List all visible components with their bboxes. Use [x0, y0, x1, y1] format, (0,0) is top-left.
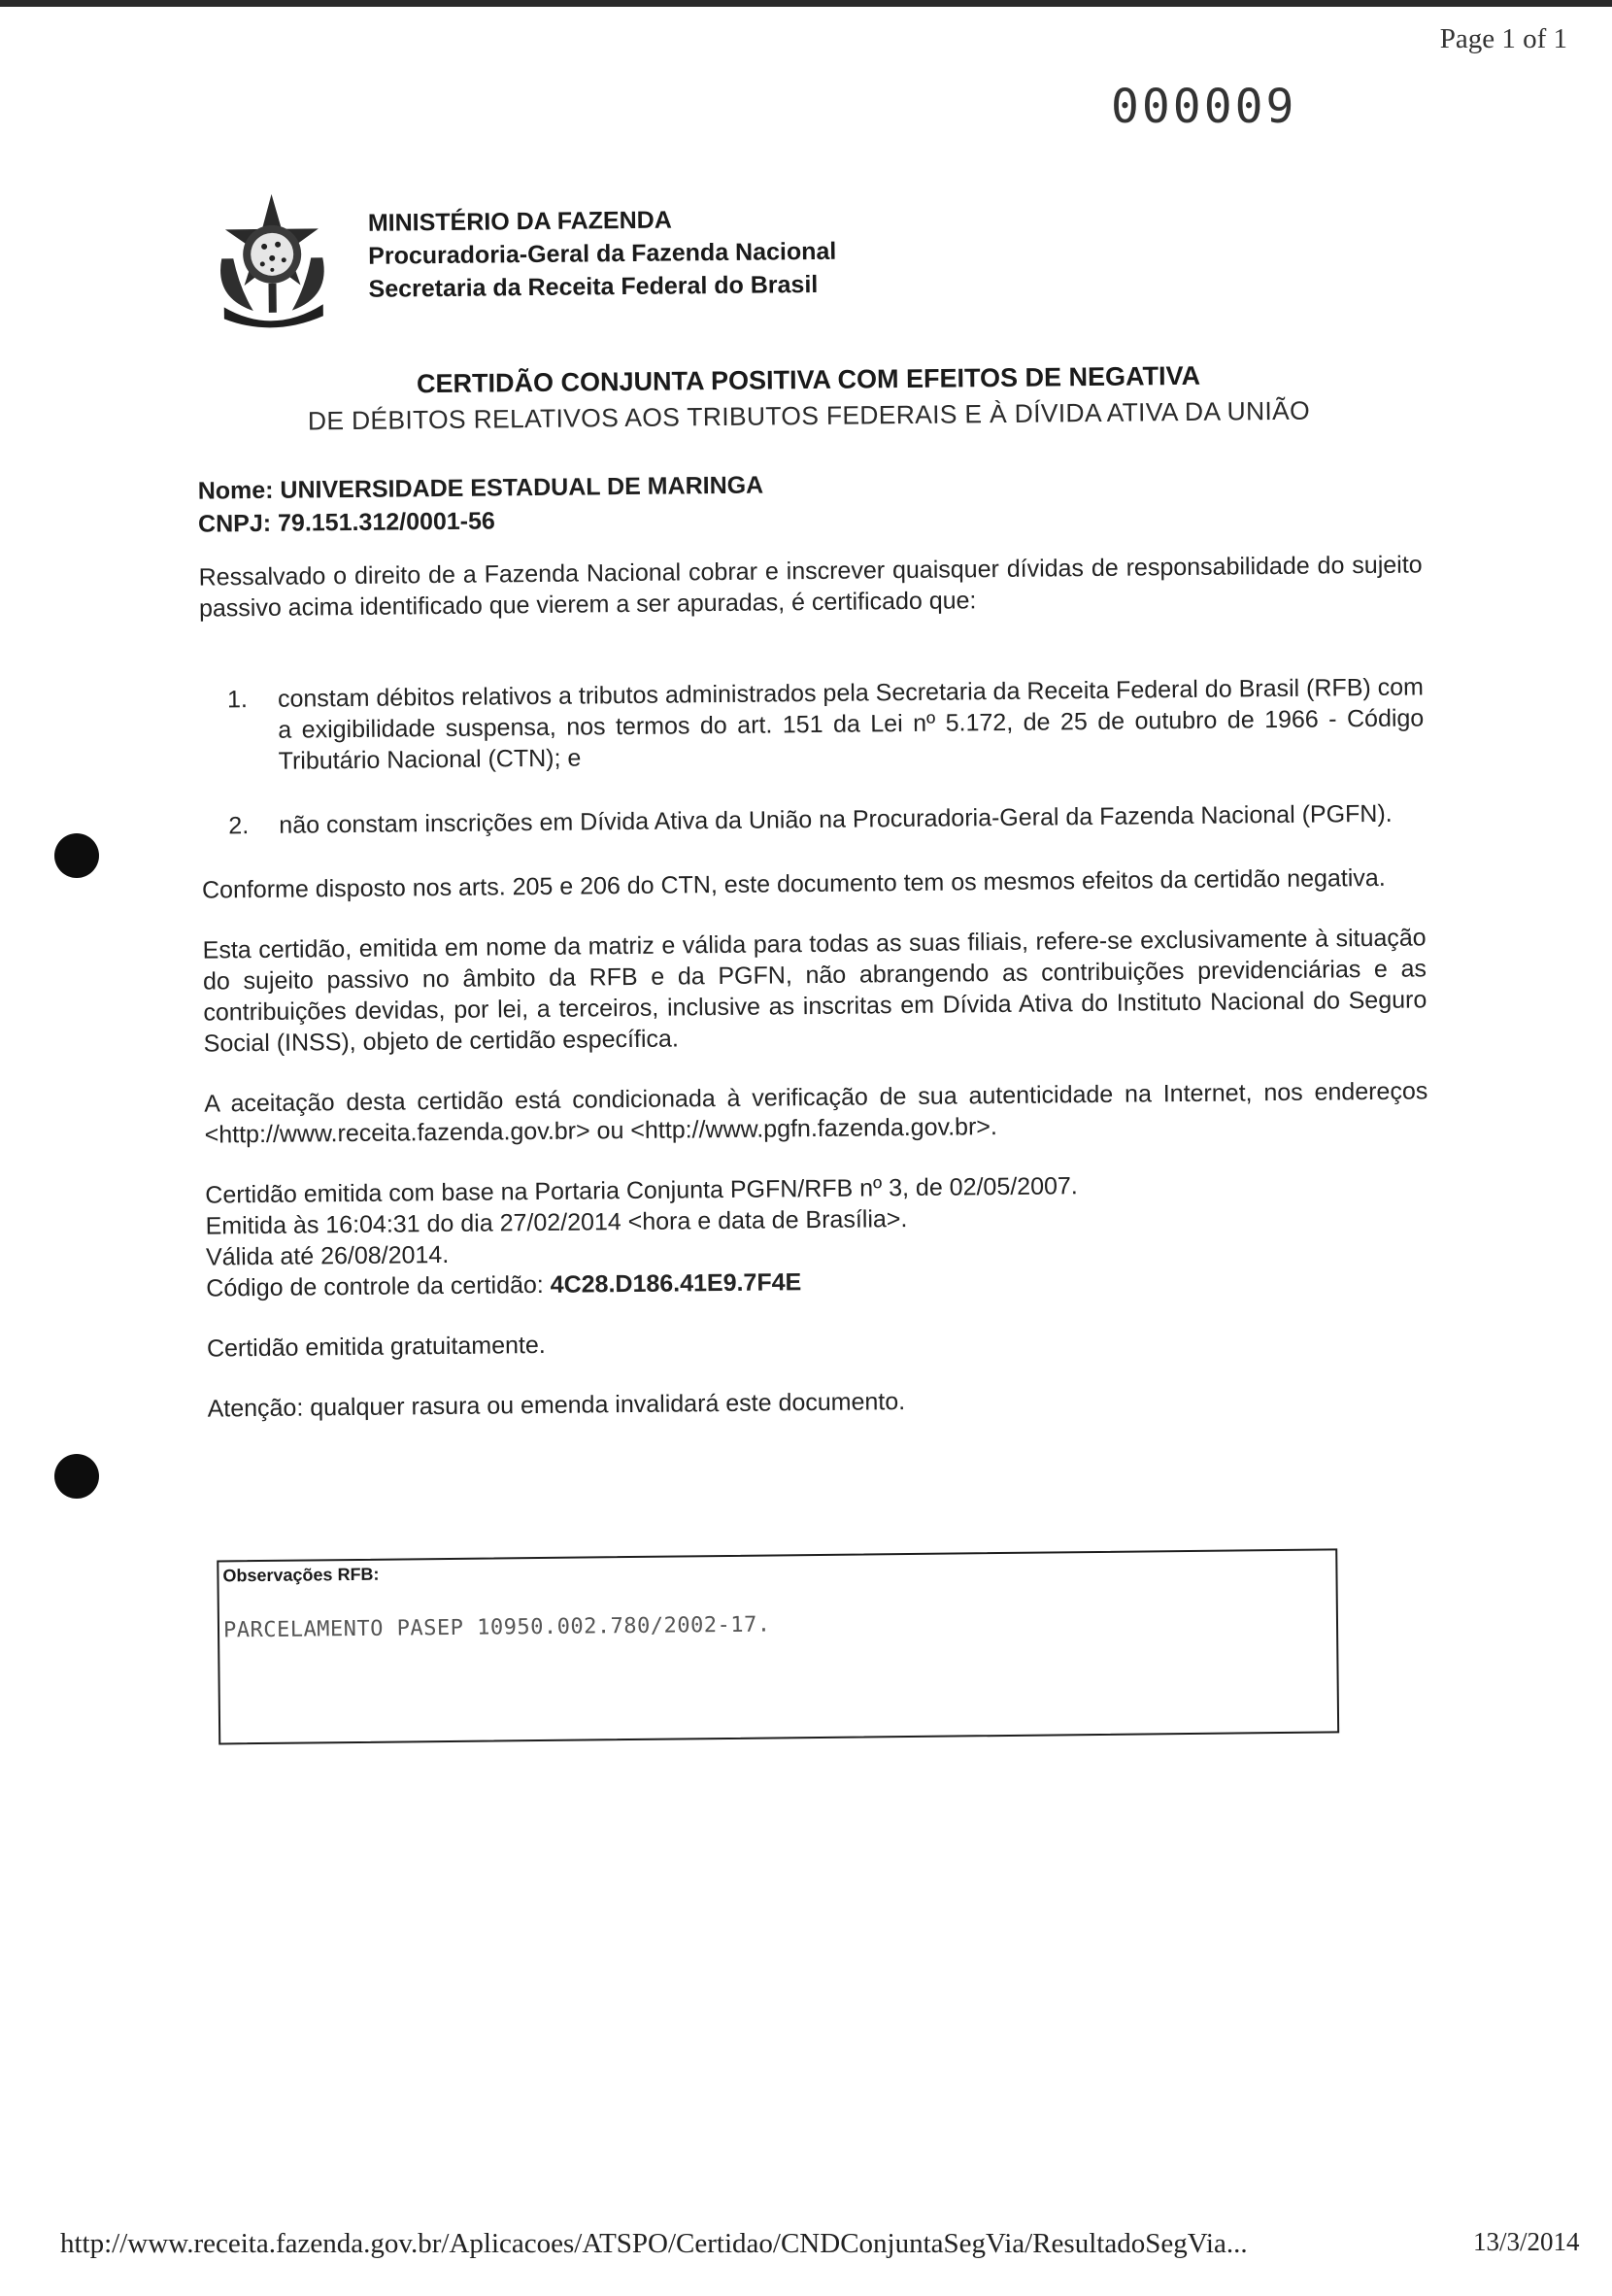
acceptance-paragraph: A aceitação desta certidão está condicionada à verificação de sua autenticidade na Internet, nos endereços <http://www.receita.fazenda.gov.br> ou <http://www.pgfn.fazenda.gov.br>. — [204, 1077, 1428, 1149]
rfb-name: Secretaria da Receita Federal do Brasil — [368, 270, 819, 303]
punch-hole-lower — [54, 1454, 99, 1499]
issuance-info — [205, 1166, 1429, 1303]
scan-top-edge — [0, 0, 1612, 7]
title-subtitle: DE DÉBITOS RELATIVOS AOS TRIBUTOS FEDERAIS E À DÍVIDA ATIVA DA UNIÃO — [307, 395, 1311, 436]
observations-box — [217, 1548, 1339, 1744]
list-item — [200, 671, 1425, 777]
control-code: 4C28.D186.41E9.7F4E — [550, 1268, 802, 1299]
agency-header — [368, 202, 837, 306]
certificate-body — [199, 549, 1431, 1424]
validity-date: Válida até 26/08/2014. — [205, 1240, 450, 1271]
item-text: não constam inscrições em Dívida Ativa da União na Procuradoria-Geral da Fazenda Nacional (PGFN). — [279, 799, 1393, 839]
warning-note: Atenção: qualquer rasura ou emenda invalidará este documento. — [207, 1388, 906, 1423]
item-number: 2. — [228, 812, 250, 840]
issuance-timestamp: Emitida às 16:04:31 do dia 27/02/2014 <hora e data de Brasília>. — [205, 1205, 908, 1240]
scope-paragraph: Esta certidão, emitida em nome da matriz e válida para todas as suas filiais, refere-se exclusivamente à situação do sujeito passivo no âmbito da RFB e da PGFN, não abrangendo as contribuições previdenciárias e as contribuições devidas, por lei, a terceiros, inclusive as inscritas em Dívida Ativa do Instituto Nacional do Seguro Social (INSS), objeto de certidão específica. — [202, 924, 1427, 1058]
taxpayer-block — [198, 469, 764, 541]
footer-date: 13/3/2014 — [1473, 2227, 1580, 2256]
observations-label: Observações RFB: — [222, 1564, 380, 1586]
title-main: CERTIDÃO CONJUNTA POSITIVA COM EFEITOS DE NEGATIVA — [416, 360, 1201, 399]
certification-items — [200, 671, 1426, 841]
page-counter: Page 1 of 1 — [1439, 23, 1567, 54]
effects-paragraph: Conforme disposto nos arts. 205 e 206 do CTN, este documento tem os mesmos efeitos da certidão negativa. — [201, 863, 1386, 904]
list-item — [201, 797, 1425, 841]
certificate-title — [196, 358, 1421, 437]
footer-url: http://www.receita.fazenda.gov.br/Aplicacoes/ATSPO/Certidao/CNDConjuntaSegVia/ResultadoSegVia... — [60, 2228, 1248, 2259]
punch-hole-upper — [54, 833, 99, 878]
pgfn-name: Procuradoria-Geral da Fazenda Nacional — [368, 237, 837, 270]
taxpayer-name: Nome: UNIVERSIDADE ESTADUAL DE MARINGA — [197, 471, 764, 505]
ministry-name: MINISTÉRIO DA FAZENDA — [367, 206, 672, 237]
free-issue-note: Certidão emitida gratuitamente. — [206, 1331, 546, 1363]
issuance-basis: Certidão emitida com base na Portaria Conjunta PGFN/RFB nº 3, de 02/05/2007. — [205, 1172, 1078, 1209]
item-number: 1. — [226, 686, 248, 714]
taxpayer-cnpj: CNPJ: 79.151.312/0001-56 — [197, 507, 496, 538]
observations-text: PARCELAMENTO PASEP 10950.002.780/2002-17. — [222, 1612, 771, 1643]
control-code-label: Código de controle da certidão: — [206, 1270, 551, 1302]
intro-paragraph: Ressalvado o direito de a Fazenda Nacional cobrar e inscrever quaisquer dívidas de responsabilidade do sujeito passivo acima identificado que vierem a ser apuradas, é certificado que: — [198, 551, 1423, 623]
stamp-number: 000009 — [1111, 80, 1297, 134]
coat-of-arms-icon — [204, 189, 342, 331]
item-text: constam débitos relativos a tributos administrados pela Secretaria da Receita Federal do Brasil (RFB) com a exigibilidade suspensa, nos termos do art. 151 da Lei nº 5.172, de 25 de outubro de 1966 - Código Tributário Nacional (CTN); e — [277, 673, 1425, 775]
